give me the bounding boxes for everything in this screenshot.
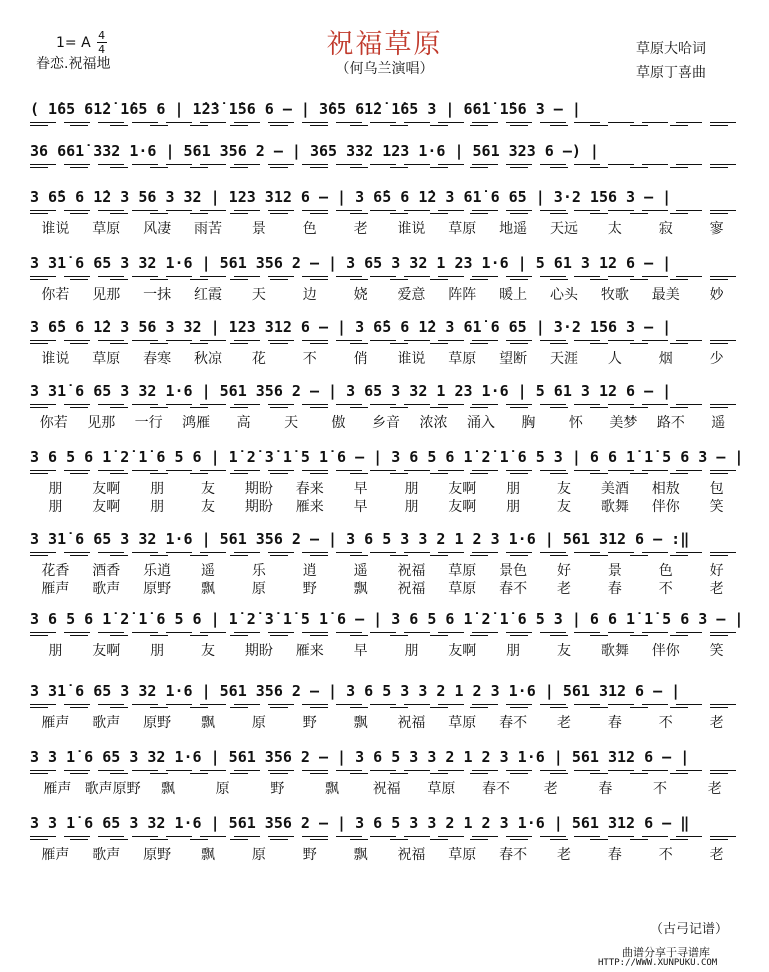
beam-underlines [30,552,742,556]
lyric-word: 春不 [499,715,528,731]
score-system [30,310,742,370]
time-signature-bottom: 4 [98,43,106,56]
notation-line: 3 6̇5 6 1̇2 3 56 3 32 | 123 312 6 – | 3 6̇5 6 1̇2 3 61̇ 6 65 | 3·2 156 3 – | [30,188,672,206]
lyric-line [30,712,742,732]
beam-underlines [30,632,742,636]
lyric-word: 你若 [39,415,68,431]
lyric-word: 草原 [448,563,477,579]
beam-underlines [30,770,742,774]
footer-source: 曲谱分享于寻谱库 [622,946,710,959]
lyric-word: 朋 [150,481,165,497]
lyric-word: 早 [353,499,368,515]
lyric-word: 酒香 [92,563,121,579]
singer-note: （何乌兰演唱） [335,61,434,77]
lyric-word: 俏 [353,351,368,367]
lyric-line [30,640,742,660]
notation-line: ( 1̇65 61̇2̇ 1̇65 6 | 1̇2̇3̇ 1̇56 6 – | 3̇65 61̇2̇ 1̇65 3 | 66̇1̇ 1̇56 3 – | [30,100,581,118]
header-right [636,37,706,85]
beam-underlines [30,122,742,126]
lyric-word: 老 [707,781,722,797]
lyric-word: 早 [353,643,368,659]
lyric-word: 谁说 [397,351,426,367]
lyric-word: 涌入 [466,415,495,431]
lyric-word: 祝福 [397,581,426,597]
lyric-word: 草原 [448,581,477,597]
lyric-word: 秋凉 [194,351,222,367]
lyric-word: 见那 [87,415,116,431]
lyric-word: 路不 [656,415,685,431]
lyric-word: 飘 [161,781,175,797]
notation-line: 3 31̇ 6 65 3 32 1·6 | 561 356 2 – | 3 6 5 3 3 2 1 2 3 1·6 | 561 312 6 – | [30,682,681,700]
lyric-word: 歌声 [92,715,121,731]
beam-underlines [30,704,742,708]
lyric-word: 心头 [550,287,579,303]
lyric-word: 美酒 [600,481,629,497]
beam-underlines [30,164,742,168]
lyric-word: 友啊 [92,481,121,497]
beam-underlines [30,210,742,214]
lyricist: 草原大哈词 [636,41,706,57]
lyric-word: 伴你 [651,499,680,515]
lyric-word: 飘 [353,581,368,597]
lyric-word: 期盼 [244,481,273,497]
lyric-word: 老 [557,581,572,597]
lyric-word: 原 [215,781,230,797]
lyric-word: 人 [607,351,622,367]
lyric-word: 红霞 [194,287,222,303]
lyric-word: 逍 [302,563,317,579]
lyric-word: 雁来 [295,643,324,659]
lyric-word: 不 [658,847,673,863]
lyric-word: 草原 [427,781,456,797]
lyric-word: 乐 [251,563,266,579]
lyric-word: 祝福 [372,781,401,797]
song-title: 祝福草原 [326,29,443,60]
notation-line: 3 6 5 6 1̇ 2̇ 1̇ 6 5 6 | 1̇ 2̇ 3̇ 1̇ 5 1̇ 6 – | 3 6 5 6 1̇ 2̇ 1̇ 6 5 3 | 6 6 1̇ 1̇ 5 6 3 – | [30,448,744,466]
score-system [30,602,742,662]
lyric-word: 春不 [499,847,528,863]
lyric-word: 友 [557,643,572,659]
lyric-word: 娆 [353,287,368,303]
beam-underlines [30,276,742,280]
lyric-word: 祝福 [397,715,426,731]
lyric-word: 春寒 [143,351,172,367]
score-system [30,246,742,306]
lyric-word: 少 [709,351,724,367]
lyric-word: 朋 [506,499,521,515]
lyric-word: 老 [709,715,724,731]
lyric-word: 春 [598,781,613,797]
lyric-word: 朋 [150,499,165,515]
lyric-word: 遥 [353,563,368,579]
lyric-line [30,560,742,580]
score-system [30,522,742,597]
lyric-word: 寂 [658,221,673,237]
lyric-word: 朋 [404,643,419,659]
lyric-word: 伴你 [651,643,680,659]
notation-line: 3 31̇ 6 65 3 32 1·6 | 561 356 2 – | 3 65 3 32 1 23 1·6 | 5 61 3 12 6 – | [30,382,672,400]
lyric-word: 春 [607,847,622,863]
notation-line: 3 6̇5 6 1̇2 3 56 3 32 | 123 312 6 – | 3 6̇5 6 1̇2 3 61̇ 6 65 | 3·2 156 3 – | [30,318,672,336]
lyric-word: 鸿雁 [182,415,211,431]
lyric-word: 花 [251,351,266,367]
lyric-word: 笑 [709,643,724,659]
lyric-word: 老 [557,715,572,731]
lyric-word: 歌舞 [600,643,629,659]
time-signature-top: 4 [98,29,106,42]
lyric-word: 不 [658,715,673,731]
lyric-word: 最美 [651,287,680,303]
lyric-line [30,778,742,798]
lyric-word: 朋 [404,499,419,515]
lyric-word: 春 [607,715,622,731]
lyric-word: 遥 [201,563,215,579]
lyric-word: 你若 [41,287,70,303]
lyric-word: 老 [709,581,724,597]
lyric-word: 景 [251,221,266,237]
lyric-line [30,478,742,498]
lyric-word: 野 [270,781,285,797]
lyric-word: 友啊 [92,499,121,515]
lyric-word: 友 [201,643,215,659]
score-system [30,374,742,434]
notation-line: 36 661̇ 332 1·6 | 561 356 2 – | 365 332 123 1·6 | 561 323 6 –) | [30,142,599,160]
notation-line: 3 31̇ 6 65 3 32 1·6 | 561 356 2 – | 3 65 3 32 1 23 1·6 | 5 61 3 12 6 – | [30,254,672,272]
lyric-word: 歌舞 [600,499,629,515]
lyric-word: 朋 [404,481,419,497]
lyric-line [30,284,742,304]
lyric-word: 友啊 [448,481,477,497]
lyric-word: 包 [709,481,724,497]
lyric-word: 草原 [448,715,477,731]
lyric-word: 草原 [92,221,121,237]
lyric-word: 色 [658,563,673,579]
lyric-word: 友啊 [92,643,121,659]
lyric-word: 老 [543,781,558,797]
lyric-word: 天涯 [550,351,579,367]
album-name: 眷恋.祝福地 [36,56,111,72]
lyric-word: 歌声 [92,847,121,863]
lyric-word: 一行 [134,415,163,431]
lyric-word: 遥 [711,415,726,431]
notation-line: 3 3 1̇ 6 65 3 32 1·6 | 561 356 2 – | 3 6 5 3 3 2 1 2 3 1·6 | 561 312 6 – | [30,748,690,766]
lyric-word: 谁说 [397,221,426,237]
beam-underlines [30,836,742,840]
lyric-word: 妙 [709,287,724,303]
lyric-word: 原野 [143,715,172,731]
lyric-word: 友 [557,499,572,515]
lyric-line [30,218,742,238]
lyric-word: 雁声 [43,781,72,797]
lyric-word: 春不 [499,581,528,597]
lyric-line [30,496,742,516]
lyric-word: 美梦 [609,415,638,431]
lyric-word: 友 [201,481,215,497]
lyric-word: 野 [302,847,317,863]
lyric-word: 胸 [521,415,536,431]
lyric-word: 雨苦 [194,221,222,237]
lyric-word: 祝福 [397,563,426,579]
lyric-word: 雁来 [295,499,324,515]
lyric-word: 天远 [550,221,579,237]
lyric-word: 友 [557,481,572,497]
lyric-word: 朋 [150,643,165,659]
beam-underlines [30,404,742,408]
lyric-word: 傲 [331,415,346,431]
lyric-word: 笑 [709,499,724,515]
score-system [30,180,742,240]
score-system [30,740,742,800]
lyric-word: 歌声 [92,581,121,597]
notation-line: 3 31̇ 6 65 3 32 1·6 | 561 356 2 – | 3 6 5 3 3 2 1 2 3 1·6 | 561 312 6 – :‖ [30,530,690,548]
lyric-word: 见那 [92,287,121,303]
lyric-word: 乡音 [372,415,401,431]
score-system [30,806,742,866]
lyric-word: 春 [607,581,622,597]
lyric-word: 雁声 [41,715,70,731]
lyric-line [30,844,742,864]
lyric-word: 早 [353,481,368,497]
lyric-word: 地遥 [499,221,528,237]
lyric-word: 一抹 [143,287,172,303]
lyric-line [30,578,742,598]
lyric-word: 太 [607,221,622,237]
lyric-word: 雁声 [41,847,70,863]
lyric-word: 花香 [41,563,70,579]
lyric-word: 不 [302,351,317,367]
lyric-word: 天 [284,415,299,431]
lyric-word: 朋 [506,643,521,659]
lyric-word: 景 [607,563,622,579]
lyric-word: 高 [236,415,251,431]
lyric-word: 老 [353,221,368,237]
lyric-word: 风凄 [143,221,172,237]
lyric-word: 祝福 [397,847,426,863]
lyric-word: 色 [302,221,317,237]
lyric-word: 暖上 [499,287,528,303]
lyric-word: 飘 [325,781,340,797]
lyric-word: 草原 [448,351,477,367]
lyric-word: 飘 [201,581,215,597]
transcriber-credit: （古弓记谱） [650,922,729,937]
lyric-word: 友啊 [448,643,477,659]
lyric-word: 原 [251,847,266,863]
lyric-word: 朋 [48,499,63,515]
lyric-word: 寥 [709,221,724,237]
lyric-word: 草原 [448,221,477,237]
lyric-word: 雁声 [41,581,70,597]
lyric-word: 春不 [482,781,511,797]
notation-line: 3 3 1̇ 6 65 3 32 1·6 | 561 356 2 – | 3 6 5 3 3 2 1 2 3 1·6 | 561 312 6 – ‖ [30,814,690,832]
lyric-word: 友 [201,499,215,515]
lyric-line [30,348,742,368]
lyric-word: 谁说 [41,351,70,367]
lyric-word: 朋 [48,481,63,497]
lyric-word: 飘 [201,847,215,863]
lyric-word: 不 [653,781,668,797]
lyric-word: 怀 [568,415,583,431]
beam-underlines [30,470,742,474]
lyric-word: 阵阵 [448,287,477,303]
lyric-word: 原野 [143,847,172,863]
lyric-word: 烟 [658,351,673,367]
lyric-word: 爱意 [397,287,426,303]
lyric-word: 草原 [448,847,477,863]
lyric-word: 友啊 [448,499,477,515]
lyric-word: 期盼 [244,643,273,659]
lyric-line [30,412,742,432]
lyric-word: 好 [709,563,724,579]
lyric-word: 谁说 [41,221,70,237]
lyric-word: 景色 [499,563,528,579]
lyric-word: 望断 [499,351,528,367]
lyric-word: 老 [557,847,572,863]
score-system [30,440,744,515]
lyric-word: 飘 [353,715,368,731]
lyric-word: 草原 [92,351,121,367]
lyric-word: 原 [251,581,266,597]
lyric-word: 飘 [201,715,215,731]
lyric-word: 原 [251,715,266,731]
lyric-word: 边 [302,287,317,303]
lyric-word: 不 [658,581,673,597]
lyric-word: 春来 [295,481,324,497]
lyric-word: 野 [302,581,317,597]
beam-underlines [30,340,742,344]
key-label: 1= A [56,34,91,51]
lyric-word: 相敖 [651,481,680,497]
lyric-word: 野 [302,715,317,731]
lyric-word: 飘 [353,847,368,863]
lyric-word: 牧歌 [600,287,629,303]
lyric-word: 原野 [143,581,172,597]
lyric-word: 歌声原野 [84,781,141,797]
notation-line: 3 6 5 6 1̇ 2̇ 1̇ 6 5 6 | 1̇ 2̇ 3̇ 1̇ 5 1̇ 6 – | 3 6 5 6 1̇ 2̇ 1̇ 6 5 3 | 6 6 1̇ 1̇ 5 6 3 – | [30,610,744,628]
lyric-word: 好 [557,563,572,579]
footer-url: HTTP://WWW.XUNPUKU.COM [598,958,718,968]
lyric-word: 天 [251,287,266,303]
composer: 草原丁喜曲 [636,65,706,81]
lyric-word: 朋 [506,481,521,497]
lyric-word: 浓浓 [419,415,448,431]
lyric-word: 朋 [48,643,63,659]
lyric-word: 老 [709,847,724,863]
score-system [30,674,742,734]
lyric-word: 期盼 [244,499,273,515]
lyric-word: 乐逍 [143,563,172,579]
